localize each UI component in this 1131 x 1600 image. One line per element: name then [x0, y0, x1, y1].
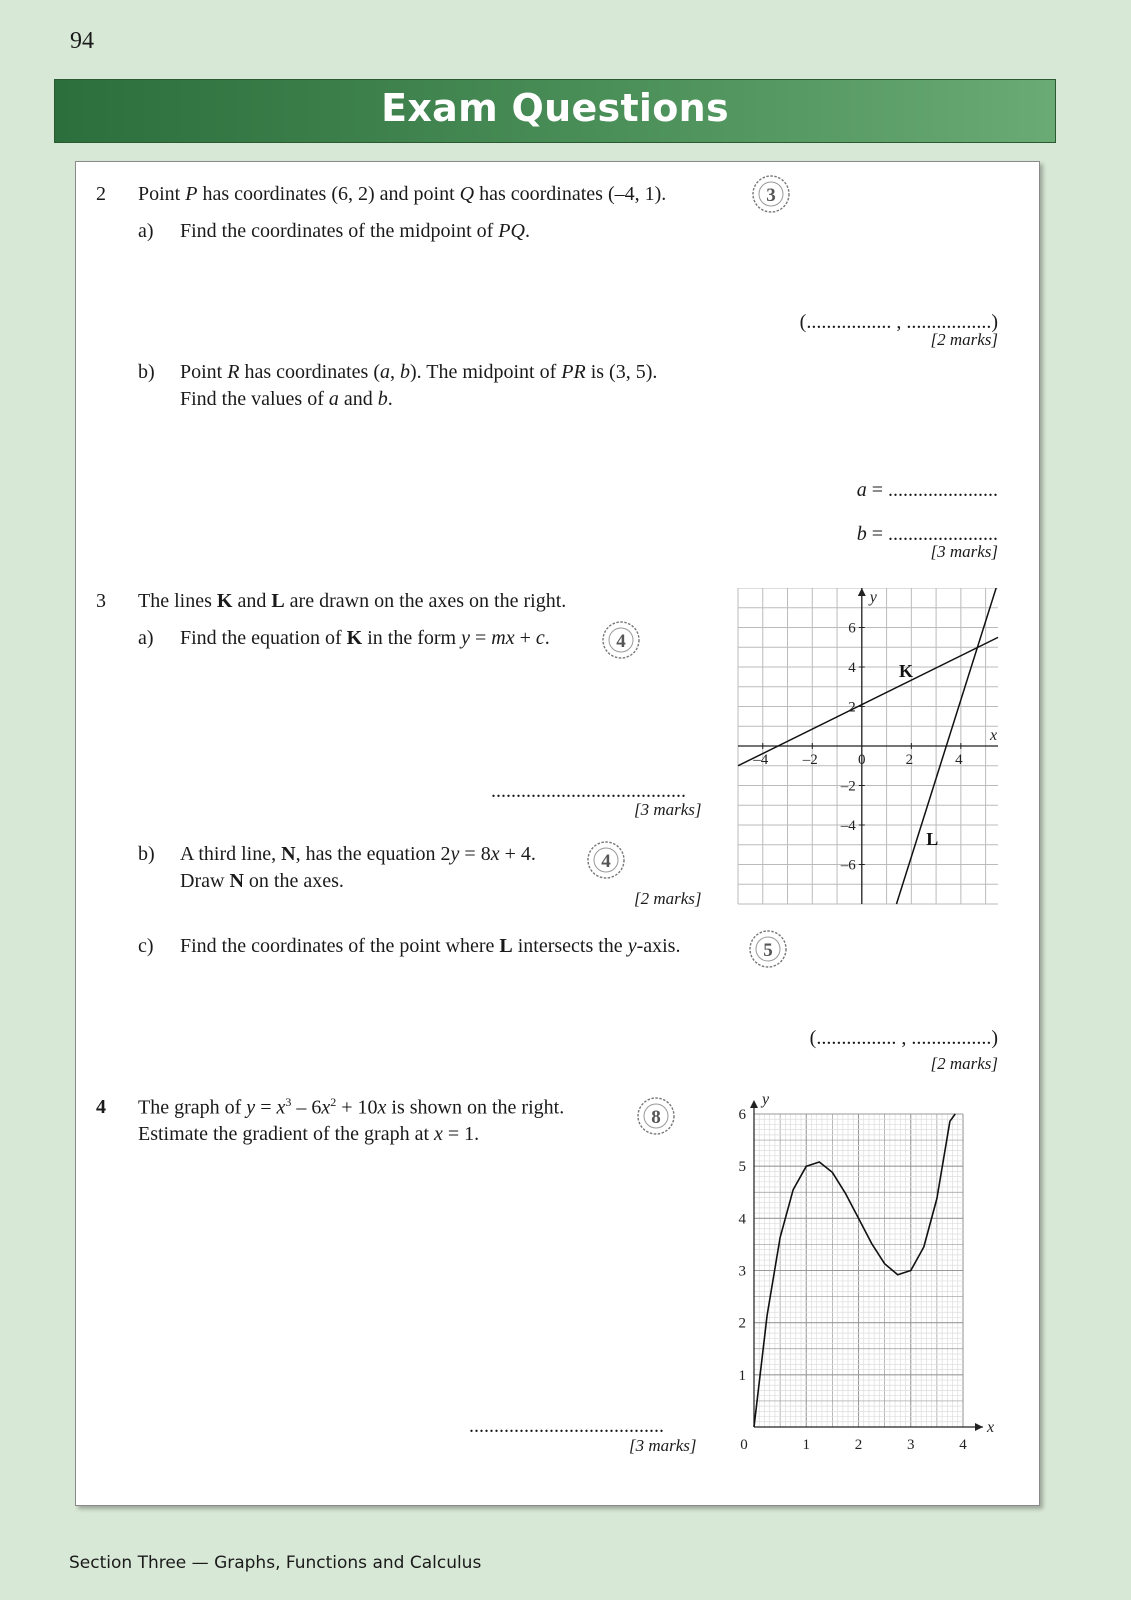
q3c-text: Find the coordinates of the point where L intersects the y-axis. — [180, 935, 681, 957]
q2-stem: Point P has coordinates (6, 2) and point Q has coordinates (–4, 1). — [138, 183, 667, 205]
q3a-marks: [3 marks] — [634, 800, 702, 819]
q3b-text: A third line, N, has the equation 2y = 8x + 4. — [180, 843, 536, 865]
svg-text:4: 4 — [601, 851, 611, 872]
q2b-answer-b: b = ...................... — [856, 523, 998, 545]
q4-stem-line2: Estimate the gradient of the graph at x = 1. — [138, 1123, 480, 1145]
q2b-text: Point R has coordinates (a, b). The midpoint of PR is (3, 5). — [180, 361, 658, 383]
q3c-label: c) — [138, 935, 154, 957]
svg-text:5: 5 — [763, 940, 773, 961]
q3a-text: Find the equation of K in the form y = mx + c. — [180, 627, 550, 649]
q2b-text-line2: Find the values of a and b. — [180, 388, 393, 410]
svg-text:8: 8 — [651, 1107, 661, 1128]
y-tick-label: 3 — [738, 1263, 746, 1280]
q3c-marks: [2 marks] — [930, 1054, 998, 1073]
y-tick-label: 1 — [738, 1367, 746, 1384]
grade-5-icon — [748, 929, 788, 969]
section-banner — [54, 79, 1056, 143]
y-tick-label: –4 — [840, 818, 856, 834]
y-tick-label: –2 — [840, 778, 856, 795]
footer-section-title: Section Three — Graphs, Functions and Calculus — [69, 1553, 482, 1573]
x-axis-label: x — [987, 1419, 995, 1436]
x-tick-label: 4 — [959, 1437, 967, 1453]
grade-4-icon — [586, 840, 626, 880]
y-tick-label: –6 — [840, 857, 856, 874]
grade-4-icon — [601, 620, 641, 660]
q4-cubic-graph — [724, 1090, 1024, 1460]
q4-marks: [3 marks] — [629, 1436, 697, 1455]
q2a-text: Find the coordinates of the midpoint of PQ. — [180, 220, 530, 242]
x-axis-label: x — [990, 727, 998, 744]
q4-number: 4 — [96, 1096, 106, 1118]
line-K-label: K — [898, 660, 913, 681]
svg-text:3: 3 — [766, 185, 776, 206]
y-axis-label: y — [762, 1091, 770, 1108]
q3a-answer-line: ....................................... — [491, 780, 686, 802]
grade-3-icon — [751, 174, 791, 214]
svg-text:4: 4 — [616, 631, 626, 652]
q2b-label: b) — [138, 361, 155, 383]
y-axis-label: y — [869, 589, 877, 606]
y-tick-label: 5 — [738, 1159, 746, 1176]
y-tick-label: 4 — [848, 660, 856, 676]
y-tick-label: 4 — [738, 1211, 746, 1228]
exam-questions-box — [75, 161, 1040, 1506]
x-axis-arrow — [975, 1423, 983, 1431]
line-L-label: L — [926, 828, 939, 849]
x-tick-label: 1 — [802, 1437, 810, 1453]
y-tick-label: 6 — [738, 1107, 746, 1123]
y-tick-label: 6 — [848, 620, 856, 637]
q3a-label: a) — [138, 627, 154, 649]
q3-stem: The lines K and L are drawn on the axes on the right. — [138, 590, 567, 612]
q2b-marks: [3 marks] — [930, 542, 998, 561]
q3b-marks: [2 marks] — [634, 889, 702, 908]
q3-lines-graph — [728, 588, 1008, 918]
q2a-marks: [2 marks] — [930, 330, 998, 349]
q4-stem: The graph of $y = x^3 - 6x^2 + 10x$ is shown on the right. — [138, 1095, 565, 1119]
q4-graph-grid — [750, 1100, 983, 1431]
page-number: 94 — [70, 28, 94, 54]
q3c-answer-line: (................ , ................) — [809, 1027, 998, 1049]
x-tick-label: 0 — [740, 1437, 748, 1453]
q2-number: 2 — [96, 183, 106, 205]
q2b-answer-a: a = ...................... — [856, 479, 998, 501]
x-tick-label: 2 — [854, 1437, 863, 1453]
x-tick-label: 3 — [907, 1437, 915, 1453]
x-tick-label: 4 — [955, 752, 963, 768]
q2a-label: a) — [138, 220, 154, 242]
x-tick-label: 2 — [905, 752, 914, 768]
x-tick-label: 0 — [858, 752, 866, 768]
y-tick-label: 2 — [848, 699, 856, 716]
q3-number: 3 — [96, 590, 106, 612]
banner-title: Exam Questions — [381, 86, 729, 130]
y-tick-label: 2 — [738, 1315, 746, 1332]
y-axis-arrow — [750, 1100, 758, 1108]
q3b-label: b) — [138, 843, 155, 865]
y-axis-arrow — [858, 588, 866, 596]
q2a-answer-line: (................. , .................) — [799, 311, 998, 333]
q3b-text-line2: Draw N on the axes. — [180, 870, 344, 892]
x-tick-label: –2 — [802, 752, 818, 768]
x-tick-label: –4 — [753, 752, 769, 768]
q4-answer-line: ....................................... — [469, 1415, 664, 1437]
grade-8-icon — [636, 1096, 676, 1136]
